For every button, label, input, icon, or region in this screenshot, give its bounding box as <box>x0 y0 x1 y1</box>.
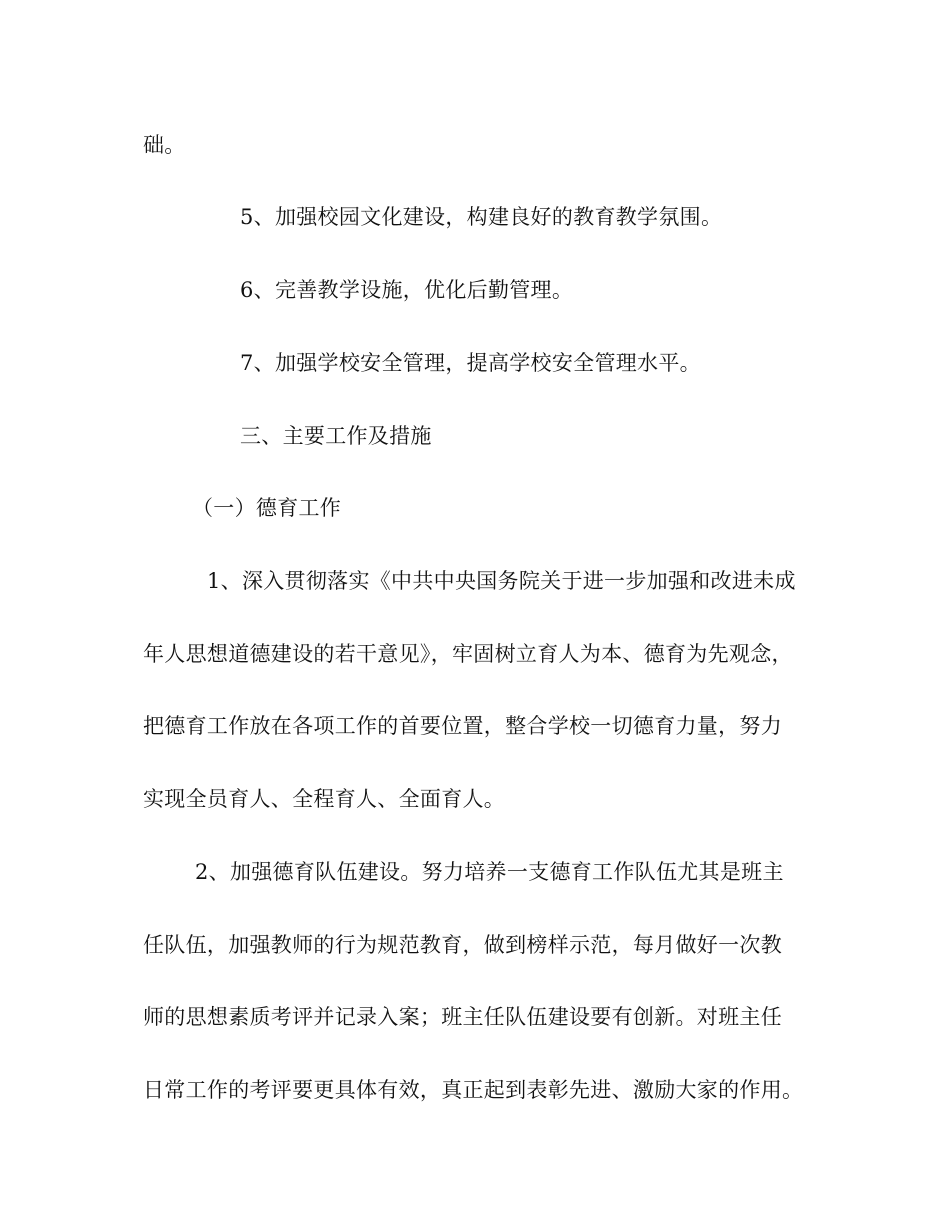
paragraph-1-line-2: 年人思想道德建设的若干意见》，牢固树立育人为本、德育为先观念， <box>143 642 793 666</box>
goal-item-6: 6、完善教学设施，优化后勤管理。 <box>240 278 574 302</box>
goal-item-7: 7、加强学校安全管理，提高学校安全管理水平。 <box>240 351 701 375</box>
paragraph-2-line-2: 任队伍，加强教师的行为规范教育，做到榜样示范，每月做好一次教 <box>143 933 782 957</box>
paragraph-1-line-4: 实现全员育人、全程育人、全面育人。 <box>143 787 506 811</box>
paragraph-1-line-3: 把德育工作放在各项工作的首要位置，整合学校一切德育力量，努力 <box>143 714 782 738</box>
goal-item-5: 5、加强校园文化建设，构建良好的教育教学氛围。 <box>240 205 723 229</box>
subsection-heading: （一）德育工作 <box>192 496 342 520</box>
section-heading: 三、主要工作及措施 <box>240 424 432 448</box>
paragraph-2-line-1: 2、加强德育队伍建设。努力培养一支德育工作队伍尤其是班主 <box>195 860 784 884</box>
paragraph-continuation-line: 础。 <box>143 133 186 157</box>
paragraph-2-line-4: 日常工作的考评要更具体有效，真正起到表彰先进、激励大家的作用。 <box>143 1078 804 1102</box>
paragraph-1-line-1: 1、深入贯彻落实《中共中央国务院关于进一步加强和改进未成 <box>207 569 796 593</box>
paragraph-2-line-3: 师的思想素质考评并记录入案；班主任队伍建设要有创新。对班主任 <box>143 1005 782 1029</box>
